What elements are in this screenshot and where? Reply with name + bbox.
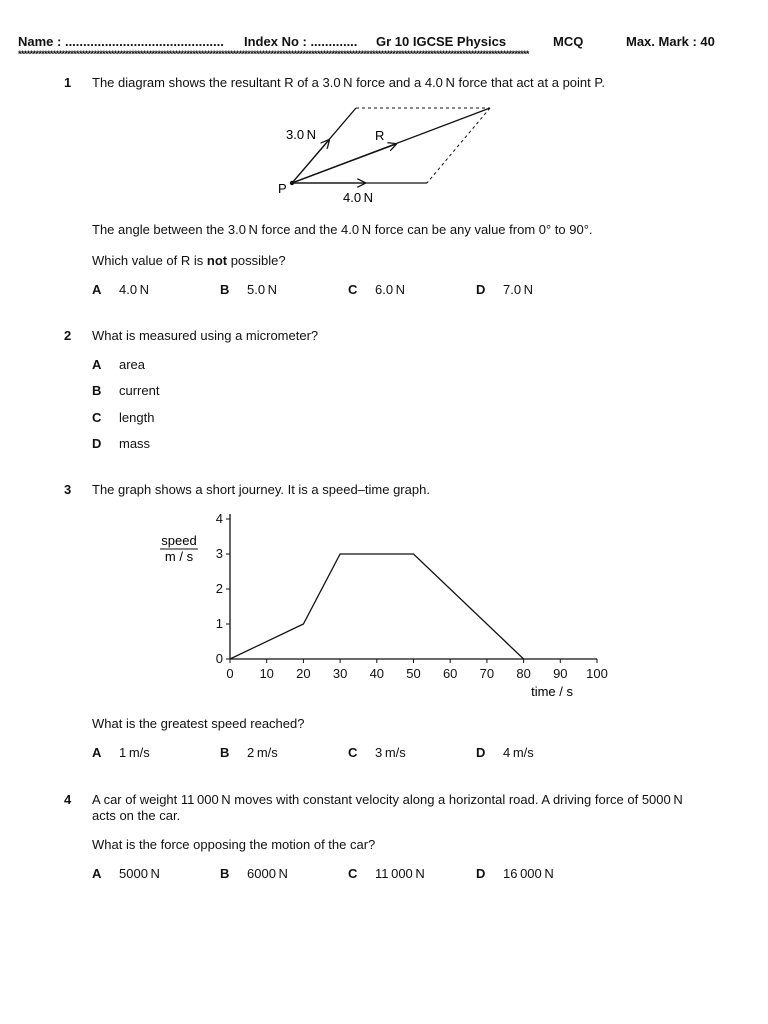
x-tick-label: 10	[259, 666, 274, 681]
question-3-number: 3	[64, 482, 72, 497]
question-4-number: 4	[64, 792, 72, 807]
q1-option-a-text: 4.0 N	[119, 282, 150, 297]
q4-option-a-letter: A	[92, 866, 102, 881]
q2-option-a-letter: A	[92, 357, 102, 372]
prompt-emphasis: not	[206, 253, 228, 268]
question-2-number: 2	[64, 328, 72, 343]
q1-option-d-letter: D	[476, 282, 486, 297]
q3-option-d-text: 4 m/s	[503, 745, 534, 760]
prompt-part-2: possible?	[227, 253, 286, 268]
paper-type-label: MCQ	[553, 34, 584, 49]
max-mark-label: Max. Mark : 40	[626, 34, 715, 49]
q1-option-a-letter: A	[92, 282, 102, 297]
q1-option-c-text: 6.0 N	[375, 282, 406, 297]
x-tick-label: 100	[586, 666, 608, 681]
q2-option-d-text: mass	[119, 436, 151, 451]
question-3-prompt: What is the greatest speed reached?	[92, 716, 305, 731]
y-tick-label: 3	[215, 546, 223, 561]
force-parallelogram-diagram	[270, 100, 510, 210]
x-tick-label: 40	[369, 666, 385, 681]
q3-option-a-text: 1 m/s	[119, 745, 150, 760]
y-tick-label: 1	[215, 616, 223, 631]
x-tick-label: 50	[406, 666, 421, 681]
point-p-dot	[290, 181, 294, 185]
q3-option-c-letter: C	[348, 745, 358, 760]
x-tick-label: 20	[296, 666, 311, 681]
x-tick-label: 90	[553, 666, 568, 681]
q1-option-b-letter: B	[220, 282, 230, 297]
q2-option-d-letter: D	[92, 436, 102, 451]
q1-option-c-letter: C	[348, 282, 358, 297]
header-separator: ********************************************************************************************************************************************************************************	[18, 50, 529, 58]
q1-option-b-text: 5.0 N	[247, 282, 278, 297]
q4-option-d-text: 16 000 N	[503, 866, 554, 881]
x-axis-label: time / s	[531, 684, 573, 699]
q2-option-b-letter: B	[92, 383, 102, 398]
x-tick-label: 60	[442, 666, 458, 681]
prompt-part-1: Which value of R is	[92, 253, 207, 268]
q2-option-c-text: length	[119, 410, 155, 425]
resultant-r-arrow	[292, 144, 396, 183]
q4-option-b-letter: B	[220, 866, 230, 881]
grade-subject-label: Gr 10 IGCSE Physics	[376, 34, 507, 49]
question-4-text: A car of weight 11 000 N moves with constant velocity along a horizontal road. A driving force of 5000 N acts on the car.	[92, 792, 683, 823]
speed-series-line	[230, 554, 524, 659]
label-r: R	[375, 128, 385, 143]
label-4n: 4.0 N	[343, 190, 374, 205]
label-3n: 3.0 N	[286, 127, 317, 142]
x-tick-label: 80	[516, 666, 531, 681]
q3-option-c-text: 3 m/s	[375, 745, 406, 760]
x-tick-label: 30	[332, 666, 348, 681]
q3-option-d-letter: D	[476, 745, 486, 760]
question-1-text-2: The angle between the 3.0 N force and the 4.0 N force can be any value from 0° to 90°.	[92, 222, 593, 237]
q3-option-a-letter: A	[92, 745, 102, 760]
label-p: P	[278, 181, 287, 196]
x-tick-label: 0	[226, 666, 234, 681]
y-tick-label: 4	[215, 511, 223, 526]
question-2-text: What is measured using a micrometer?	[92, 328, 319, 343]
y-axis-label-bottom: m / s	[164, 549, 194, 564]
q2-option-b-text: current	[119, 383, 160, 398]
q4-option-c-letter: C	[348, 866, 358, 881]
q1-option-d-text: 7.0 N	[503, 282, 534, 297]
q2-option-c-letter: C	[92, 410, 102, 425]
question-1-number: 1	[64, 75, 72, 90]
q4-option-c-text: 11 000 N	[375, 866, 425, 881]
name-field-label: Name : ............................................	[18, 34, 224, 49]
q2-option-a-text: area	[119, 357, 146, 372]
q4-option-a-text: 5000 N	[119, 866, 160, 881]
x-tick-label: 70	[479, 666, 495, 681]
index-number-label: Index No : .............	[244, 34, 358, 49]
question-4-prompt: What is the force opposing the motion of the car?	[92, 837, 376, 852]
q3-option-b-letter: B	[220, 745, 230, 760]
q4-option-d-letter: D	[476, 866, 486, 881]
question-3-text: The graph shows a short journey. It is a speed–time graph.	[92, 482, 430, 497]
q3-option-b-text: 2 m/s	[247, 745, 278, 760]
question-1-prompt	[92, 253, 286, 269]
y-axis-label-top: speed	[161, 533, 197, 548]
speed-time-graph	[150, 505, 620, 705]
q4-option-b-text: 6000 N	[247, 866, 288, 881]
y-tick-label: 2	[215, 581, 223, 596]
question-1-text: The diagram shows the resultant R of a 3.0 N force and a 4.0 N force that act at a point P.	[92, 75, 605, 90]
y-tick-label: 0	[215, 651, 223, 666]
